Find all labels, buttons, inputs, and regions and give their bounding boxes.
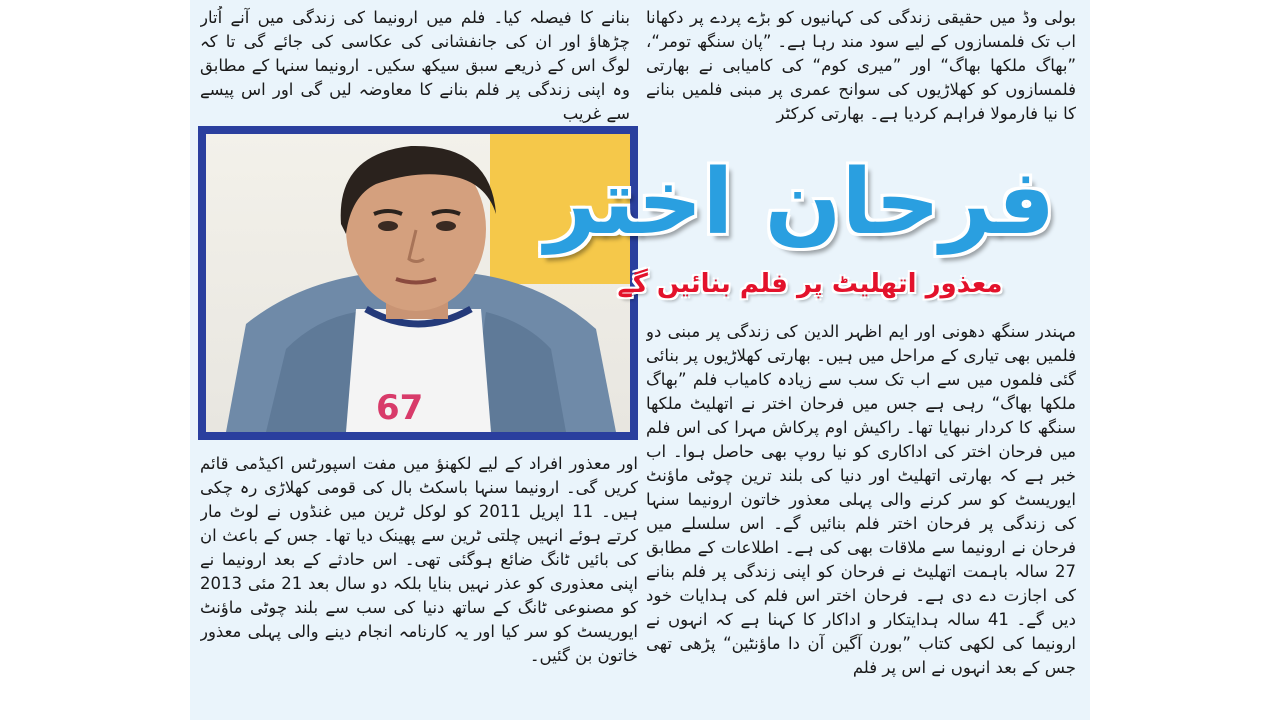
paragraph: بولی وڈ میں حقیقی زندگی کی کہانیوں کو بڑے پردے پر دکھانا اب تک فلمسازوں کے لیے سود مند رہا ہے۔ ”پان سنگھ تومر“، ”بھاگ ملکھا بھاگ“ اور ”میری کوم“ کی کامیابی نے بھارتی فلمسازوں کو کھلاڑیوں کی سوانح عمری پر مبنی فلمیں بنانے کا نیا فارمولا فراہم کردیا ہے۔ بھارتی کرکٹر — [646, 8, 1076, 123]
paragraph: اور معذور افراد کے لیے لکھنؤ میں مفت اسپورٹس اکیڈمی قائم کریں گی۔ ارونیما سنہا باسکٹ بال کی قومی کھلاڑی رہ چکی ہیں۔ 11 اپریل 2011 کو لوکل ٹرین میں غنڈوں نے لوٹ مار کرتے ہوئے انہیں چلتی ٹرین سے پھینک دیا تھا۔ جس کے باعث ان کی بائیں ٹانگ ضائع ہوگئی تھی۔ اس حادثے کے بعد ارونیما نے اپنی معذوری کو عذر نہیں بنایا بلکہ دو سال بعد 21 مئی 2013 کو مصنوعی ٹانگ کے ساتھ دنیا کی سب سے بلند چوٹی ماؤنٹ ایوریسٹ کو سر کیا اور یہ کارنامہ انجام دینے والی پہلی معذور خاتون بن گئیں۔ — [200, 454, 638, 665]
paragraph: مہندر سنگھ دھونی اور ایم اظہر الدین کی زندگی پر مبنی دو فلمیں بھی تیاری کے مراحل میں ہیں۔ بھارتی کھلاڑیوں پر بنائی گئی فلموں میں سے اب تک سب سے زیادہ کامیاب فلم ”بھاگ ملکھا بھاگ“ رہی ہے جس میں فرحان اختر نے اتھلیٹ ملکھا سنگھ کا کردار نبھایا تھا۔ راکیش اوم پرکاش مہرا کی اس فلم میں فرحان اختر کی اداکاری کو نیا روپ بھی حاصل ہوا۔ اب خبر ہے کہ بھارتی اتھلیٹ اور دنیا کی بلند ترین چوٹی ماؤنٹ ایوریسٹ کو سر کرنے والی پہلی معذور خاتون ارونیما سنہا کی زندگی پر فرحان اختر فلم بنائیں گے۔ اس سلسلے میں فرحان نے ارونیما سے ملاقات بھی کی ہے۔ اطلاعات کے مطابق 27 سالہ باہمت اتھلیٹ نے فرحان کو اپنی زندگی پر فلم بنانے کی اجازت دے دی ہے۔ فرحان اختر اس فلم کی ہدایات خود دیں گے۔ 41 سالہ ہدایتکار و اداکار کا کہنا ہے کہ انہوں نے ارونیما کی لکھی کتاب ”بورن آگین آن دا ماؤنٹین“ پڑھی تھی جس کے بعد انہوں نے اس پر فلم — [646, 322, 1076, 677]
article-text-top-left — [200, 6, 630, 124]
headline-subtitle: معذور اتھلیٹ پر فلم بنائیں گے — [617, 269, 1003, 299]
paragraph: بنانے کا فیصلہ کیا۔ فلم میں ارونیما کی زندگی میں آنے اُتار چڑھاؤ اور ان کی جانفشانی کی عکاسی کی جائے گی تا کہ لوگ اس کے ذریعے سبق سیکھ سکیں۔ ارونیما سنہا کے مطابق وہ اپنی زندگی پر فلم بنانے کا معاوضہ لیں گی اور اس پیسے سے غریب — [200, 8, 630, 123]
article-text-bottom-left — [200, 452, 638, 720]
newspaper-page — [190, 0, 1090, 720]
shirt-number: 67 — [376, 388, 424, 428]
article-text-top-right — [646, 6, 1076, 146]
article-text-main-column — [646, 320, 1076, 720]
headline-title: فرحان اختر — [544, 150, 1056, 255]
